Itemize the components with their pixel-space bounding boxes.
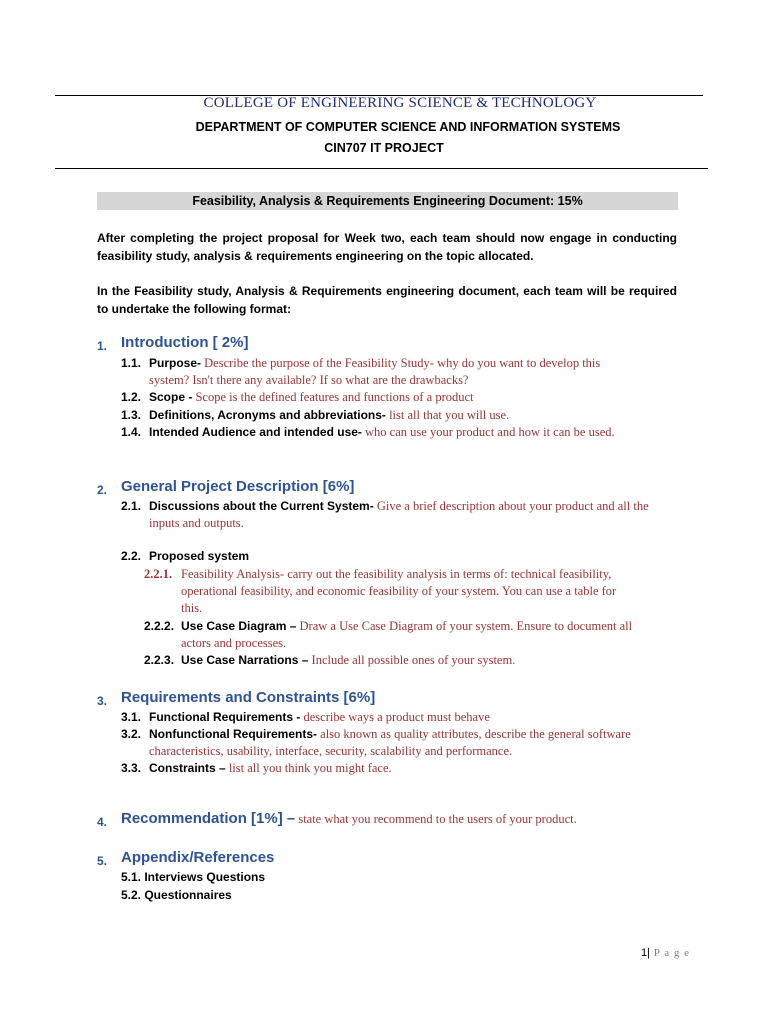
item-label: Nonfunctional Requirements- bbox=[149, 727, 318, 741]
item-description: Draw a Use Case Diagram of your system. Ensure to document all bbox=[296, 619, 633, 633]
item-description-cont: actors and processes. bbox=[181, 636, 287, 650]
item-description: list all you think you might face. bbox=[225, 761, 392, 775]
item-description-cont: inputs and outputs. bbox=[149, 516, 244, 530]
item-number: 1.4. bbox=[121, 425, 142, 439]
item-description: Scope is the defined features and functions of a product bbox=[192, 390, 474, 404]
item-description: Feasibility Analysis- carry out the feasibility analysis in terms of: technical feasibility, bbox=[181, 567, 612, 581]
item-number: 3.3. bbox=[121, 761, 142, 775]
item-label: Functional Requirements - bbox=[149, 710, 301, 724]
item-label: Proposed system bbox=[149, 549, 250, 563]
section-1-heading: Introduction [ 2%] bbox=[121, 334, 249, 351]
college-name: COLLEGE OF ENGINEERING SCIENCE & TECHNOLOGY bbox=[203, 95, 597, 111]
section-5-number: 5. bbox=[97, 854, 108, 868]
item-description: list all that you will use. bbox=[385, 408, 510, 422]
item-label: Constraints – bbox=[149, 761, 226, 775]
item-number: 2.1. bbox=[121, 499, 142, 513]
list-item-5-2: 5.2. Questionnaires bbox=[121, 888, 232, 902]
section-1-number: 1. bbox=[97, 339, 108, 353]
course-code: CIN707 IT PROJECT bbox=[324, 141, 444, 155]
section-3-number: 3. bbox=[97, 694, 108, 708]
page-separator: | bbox=[647, 947, 650, 959]
header-rule bbox=[55, 168, 708, 169]
document-title: Feasibility, Analysis & Requirements Engineering Document: 15% bbox=[97, 192, 678, 210]
item-number: 2.2.1. bbox=[144, 567, 173, 581]
page-label: P a g e bbox=[649, 947, 690, 959]
section-3-heading: Requirements and Constraints [6%] bbox=[121, 689, 376, 706]
item-label: Use Case Diagram – bbox=[181, 619, 297, 633]
item-description-cont: operational feasibility, and economic feasibility of your system. You can use a table for bbox=[181, 584, 617, 598]
item-description-cont: system? Isn't there any available? If so what are the drawbacks? bbox=[149, 373, 469, 387]
item-description-cont: this. bbox=[181, 601, 203, 615]
item-number: 2.2. bbox=[121, 549, 142, 563]
item-number: 2.2.3. bbox=[144, 653, 175, 667]
item-number: 3.1. bbox=[121, 710, 142, 724]
item-number: 1.1. bbox=[121, 356, 142, 370]
page-number: 1 bbox=[641, 947, 648, 959]
page-footer bbox=[641, 947, 690, 959]
department-name: DEPARTMENT OF COMPUTER SCIENCE AND INFORMATION SYSTEMS bbox=[195, 120, 621, 134]
item-number: 2.2.2. bbox=[144, 619, 175, 633]
item-description: who can use your product and how it can be used. bbox=[361, 425, 615, 439]
item-description: also known as quality attributes, describe the general software bbox=[317, 727, 631, 741]
item-label: Discussions about the Current System- bbox=[149, 499, 374, 513]
item-label: Intended Audience and intended use- bbox=[149, 425, 362, 439]
section-2-number: 2. bbox=[97, 483, 108, 497]
intro-paragraph-2: In the Feasibility study, Analysis & Requirements engineering document, each team will be required to undertake the following format: bbox=[97, 284, 677, 316]
item-label: Scope - bbox=[149, 390, 193, 404]
item-number: 1.2. bbox=[121, 390, 142, 404]
item-description-cont: characteristics, usability, interface, security, scalability and performance. bbox=[149, 744, 513, 758]
item-label: Use Case Narrations – bbox=[181, 653, 309, 667]
item-description: describe ways a product must behave bbox=[300, 710, 490, 724]
section-4-heading bbox=[121, 810, 577, 827]
intro-paragraph-1: After completing the project proposal for Week two, each team should now engage in conducting feasibility study, analysis & requirements engineering on the topic allocated. bbox=[97, 231, 677, 263]
item-label: Definitions, Acronyms and abbreviations- bbox=[149, 408, 386, 422]
section-2-heading: General Project Description [6%] bbox=[121, 478, 355, 495]
section-5-heading: Appendix/References bbox=[121, 849, 275, 866]
item-label: Purpose- bbox=[149, 356, 202, 370]
item-description: Give a brief description about your product and all the bbox=[373, 499, 649, 513]
item-description: Include all possible ones of your system. bbox=[308, 653, 516, 667]
section-4-description: state what you recommend to the users of your product. bbox=[295, 812, 577, 826]
section-4-title: Recommendation [1%] – bbox=[121, 810, 296, 827]
item-number: 1.3. bbox=[121, 408, 142, 422]
list-item-5-1: 5.1. Interviews Questions bbox=[121, 870, 266, 884]
item-description: Describe the purpose of the Feasibility Study- why do you want to develop this bbox=[201, 356, 601, 370]
section-4-number: 4. bbox=[97, 815, 108, 829]
item-number: 3.2. bbox=[121, 727, 142, 741]
